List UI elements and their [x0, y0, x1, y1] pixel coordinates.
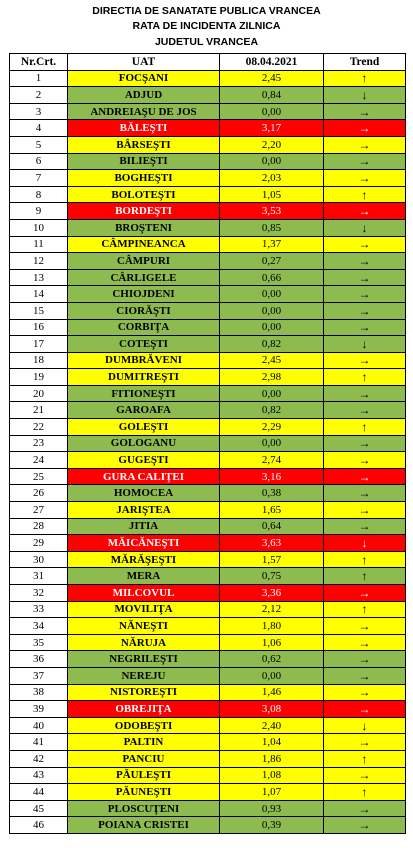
uat-cell: GOLEŞTI	[68, 419, 220, 436]
uat-cell: NĂNEŞTI	[68, 618, 220, 635]
trend-cell: →	[324, 485, 406, 502]
table-row	[10, 684, 406, 701]
table-row	[10, 369, 406, 386]
nr-cell: 25	[10, 468, 68, 485]
report-county: JUDETUL VRANCEA	[154, 36, 259, 48]
table-row	[10, 336, 406, 353]
table-body	[10, 70, 406, 833]
nr-cell: 31	[10, 568, 68, 585]
nr-cell: 17	[10, 336, 68, 353]
uat-cell: ADJUD	[68, 87, 220, 104]
rate-cell: 1,07	[220, 784, 324, 801]
trend-cell: →	[324, 253, 406, 270]
rate-cell: 0,39	[220, 817, 324, 834]
table-row	[10, 120, 406, 137]
nr-cell: 39	[10, 701, 68, 718]
nr-cell: 18	[10, 352, 68, 369]
nr-cell: 35	[10, 634, 68, 651]
trend-cell: →	[324, 651, 406, 668]
rate-cell: 0,38	[220, 485, 324, 502]
trend-cell: →	[324, 800, 406, 817]
trend-cell: →	[324, 585, 406, 602]
rate-cell: 1,04	[220, 734, 324, 751]
uat-cell: ODOBEŞTI	[68, 717, 220, 734]
rate-cell: 3,36	[220, 585, 324, 602]
nr-cell: 32	[10, 585, 68, 602]
rate-cell: 1,46	[220, 684, 324, 701]
table-row	[10, 435, 406, 452]
rate-cell: 2,12	[220, 601, 324, 618]
table-row	[10, 767, 406, 784]
column-header-trend: Trend	[324, 54, 406, 71]
uat-cell: PĂULEŞTI	[68, 767, 220, 784]
nr-cell: 23	[10, 435, 68, 452]
nr-cell: 34	[10, 618, 68, 635]
uat-cell: BORDEŞTI	[68, 203, 220, 220]
rate-cell: 2,40	[220, 717, 324, 734]
nr-cell: 14	[10, 286, 68, 303]
table-row	[10, 70, 406, 87]
nr-cell: 36	[10, 651, 68, 668]
uat-cell: NEGRILEŞTI	[68, 651, 220, 668]
rate-cell: 1,80	[220, 618, 324, 635]
uat-cell: NĂRUJA	[68, 634, 220, 651]
uat-cell: GURA CALIŢEI	[68, 468, 220, 485]
table-row	[10, 468, 406, 485]
trend-cell: →	[324, 502, 406, 519]
uat-cell: PALTIN	[68, 734, 220, 751]
nr-cell: 3	[10, 103, 68, 120]
table-row	[10, 419, 406, 436]
uat-cell: COTEŞTI	[68, 336, 220, 353]
nr-cell: 12	[10, 253, 68, 270]
rate-cell: 2,74	[220, 452, 324, 469]
trend-cell: ↓	[324, 219, 406, 236]
table-row	[10, 153, 406, 170]
table-row	[10, 136, 406, 153]
trend-cell: ↑	[324, 551, 406, 568]
trend-cell: ↓	[324, 717, 406, 734]
trend-cell: →	[324, 767, 406, 784]
rate-cell: 2,45	[220, 70, 324, 87]
table-row	[10, 219, 406, 236]
table-row	[10, 634, 406, 651]
uat-cell: DUMBRĂVENI	[68, 352, 220, 369]
nr-cell: 45	[10, 800, 68, 817]
uat-cell: OBREJIŢA	[68, 701, 220, 718]
uat-cell: CÂMPINEANCA	[68, 236, 220, 253]
nr-cell: 13	[10, 269, 68, 286]
uat-cell: HOMOCEA	[68, 485, 220, 502]
trend-cell: →	[324, 153, 406, 170]
trend-cell: →	[324, 319, 406, 336]
column-header-uat: UAT	[68, 54, 220, 71]
rate-cell: 3,63	[220, 535, 324, 552]
uat-cell: BÂRSEŞTI	[68, 136, 220, 153]
trend-cell: →	[324, 468, 406, 485]
uat-cell: MĂICĂNEŞTI	[68, 535, 220, 552]
trend-cell: →	[324, 302, 406, 319]
rate-cell: 0,00	[220, 286, 324, 303]
nr-cell: 5	[10, 136, 68, 153]
rate-cell: 0,00	[220, 103, 324, 120]
table-row	[10, 385, 406, 402]
nr-cell: 41	[10, 734, 68, 751]
table-row	[10, 651, 406, 668]
uat-cell: POIANA CRISTEI	[68, 817, 220, 834]
table-row	[10, 236, 406, 253]
trend-cell: →	[324, 385, 406, 402]
table-row	[10, 319, 406, 336]
trend-cell: →	[324, 120, 406, 137]
nr-cell: 16	[10, 319, 68, 336]
nr-cell: 29	[10, 535, 68, 552]
nr-cell: 8	[10, 186, 68, 203]
nr-cell: 20	[10, 385, 68, 402]
rate-cell: 0,00	[220, 153, 324, 170]
trend-cell: →	[324, 402, 406, 419]
trend-cell: →	[324, 634, 406, 651]
nr-cell: 22	[10, 419, 68, 436]
rate-cell: 0,64	[220, 518, 324, 535]
uat-cell: FOCŞANI	[68, 70, 220, 87]
trend-cell: →	[324, 352, 406, 369]
nr-cell: 6	[10, 153, 68, 170]
trend-cell: →	[324, 269, 406, 286]
table-row	[10, 518, 406, 535]
nr-cell: 9	[10, 203, 68, 220]
table-row	[10, 103, 406, 120]
trend-cell: →	[324, 518, 406, 535]
table-row	[10, 186, 406, 203]
nr-cell: 43	[10, 767, 68, 784]
rate-cell: 0,84	[220, 87, 324, 104]
uat-cell: MERA	[68, 568, 220, 585]
uat-cell: ANDREIAŞU DE JOS	[68, 103, 220, 120]
trend-cell: ↓	[324, 87, 406, 104]
trend-cell: →	[324, 452, 406, 469]
uat-cell: BOLOTEŞTI	[68, 186, 220, 203]
rate-cell: 0,82	[220, 402, 324, 419]
trend-cell: ↑	[324, 601, 406, 618]
nr-cell: 30	[10, 551, 68, 568]
trend-cell: →	[324, 136, 406, 153]
rate-cell: 0,66	[220, 269, 324, 286]
uat-cell: CORBIŢA	[68, 319, 220, 336]
rate-cell: 3,17	[220, 120, 324, 137]
trend-cell: →	[324, 734, 406, 751]
uat-cell: GUGEŞTI	[68, 452, 220, 469]
uat-cell: MILCOVUL	[68, 585, 220, 602]
nr-cell: 10	[10, 219, 68, 236]
table-row	[10, 87, 406, 104]
nr-cell: 38	[10, 684, 68, 701]
table-row	[10, 784, 406, 801]
rate-cell: 2,45	[220, 352, 324, 369]
uat-cell: GAROAFA	[68, 402, 220, 419]
table-row	[10, 618, 406, 635]
trend-cell: ↓	[324, 336, 406, 353]
table-row	[10, 717, 406, 734]
trend-cell: ↑	[324, 784, 406, 801]
uat-cell: BILIEŞTI	[68, 153, 220, 170]
rate-cell: 0,00	[220, 319, 324, 336]
table-row	[10, 535, 406, 552]
rate-cell: 1,65	[220, 502, 324, 519]
table-row	[10, 402, 406, 419]
uat-cell: CÂRLIGELE	[68, 269, 220, 286]
nr-cell: 44	[10, 784, 68, 801]
column-header-date: 08.04.2021	[220, 54, 324, 71]
uat-cell: PANCIU	[68, 750, 220, 767]
nr-cell: 26	[10, 485, 68, 502]
nr-cell: 15	[10, 302, 68, 319]
table-header-row	[10, 54, 406, 71]
trend-cell: →	[324, 286, 406, 303]
trend-cell: →	[324, 435, 406, 452]
trend-cell: ↑	[324, 750, 406, 767]
nr-cell: 19	[10, 369, 68, 386]
rate-cell: 2,03	[220, 170, 324, 187]
trend-cell: →	[324, 203, 406, 220]
table-row	[10, 269, 406, 286]
table-row	[10, 253, 406, 270]
uat-cell: FITIONEŞTI	[68, 385, 220, 402]
column-header-nr: Nr.Crt.	[10, 54, 68, 71]
uat-cell: CHIOJDENI	[68, 286, 220, 303]
nr-cell: 46	[10, 817, 68, 834]
nr-cell: 1	[10, 70, 68, 87]
nr-cell: 27	[10, 502, 68, 519]
rate-cell: 0,85	[220, 219, 324, 236]
trend-cell: ↑	[324, 186, 406, 203]
rate-cell: 1,57	[220, 551, 324, 568]
uat-cell: GOLOGANU	[68, 435, 220, 452]
trend-cell: →	[324, 618, 406, 635]
rate-cell: 1,86	[220, 750, 324, 767]
nr-cell: 21	[10, 402, 68, 419]
rate-cell: 0,00	[220, 385, 324, 402]
table-row	[10, 750, 406, 767]
table-row	[10, 701, 406, 718]
trend-cell: →	[324, 103, 406, 120]
uat-cell: CÂMPURI	[68, 253, 220, 270]
rate-cell: 2,29	[220, 419, 324, 436]
rate-cell: 1,08	[220, 767, 324, 784]
uat-cell: JITIA	[68, 518, 220, 535]
incidence-table	[9, 53, 406, 834]
rate-cell: 2,20	[220, 136, 324, 153]
uat-cell: JARIŞTEA	[68, 502, 220, 519]
uat-cell: CIORĂŞTI	[68, 302, 220, 319]
nr-cell: 33	[10, 601, 68, 618]
nr-cell: 24	[10, 452, 68, 469]
trend-cell: →	[324, 236, 406, 253]
table-row	[10, 601, 406, 618]
rate-cell: 0,62	[220, 651, 324, 668]
table-row	[10, 286, 406, 303]
table-row	[10, 502, 406, 519]
uat-cell: DUMITREŞTI	[68, 369, 220, 386]
table-row	[10, 452, 406, 469]
trend-cell: →	[324, 817, 406, 834]
nr-cell: 11	[10, 236, 68, 253]
trend-cell: ↓	[324, 535, 406, 552]
rate-cell: 0,93	[220, 800, 324, 817]
uat-cell: BĂLEŞTI	[68, 120, 220, 137]
nr-cell: 37	[10, 667, 68, 684]
nr-cell: 2	[10, 87, 68, 104]
trend-cell: ↑	[324, 369, 406, 386]
uat-cell: PĂUNEŞTI	[68, 784, 220, 801]
uat-cell: BOGHEŞTI	[68, 170, 220, 187]
table-row	[10, 352, 406, 369]
table-row	[10, 302, 406, 319]
trend-cell: →	[324, 701, 406, 718]
nr-cell: 7	[10, 170, 68, 187]
table-row	[10, 817, 406, 834]
uat-cell: NISTOREŞTI	[68, 684, 220, 701]
table-row	[10, 568, 406, 585]
rate-cell: 1,05	[220, 186, 324, 203]
nr-cell: 28	[10, 518, 68, 535]
table-row	[10, 734, 406, 751]
trend-cell: →	[324, 667, 406, 684]
table-row	[10, 203, 406, 220]
rate-cell: 3,16	[220, 468, 324, 485]
rate-cell: 0,00	[220, 667, 324, 684]
nr-cell: 40	[10, 717, 68, 734]
table-row	[10, 800, 406, 817]
trend-cell: ↑	[324, 419, 406, 436]
trend-cell: →	[324, 170, 406, 187]
report-subtitle: RATA DE INCIDENTA ZILNICA	[132, 20, 281, 32]
rate-cell: 3,08	[220, 701, 324, 718]
uat-cell: MOVILIŢA	[68, 601, 220, 618]
uat-cell: NEREJU	[68, 667, 220, 684]
uat-cell: BROŞTENI	[68, 219, 220, 236]
rate-cell: 0,00	[220, 435, 324, 452]
trend-cell: ↑	[324, 568, 406, 585]
rate-cell: 1,06	[220, 634, 324, 651]
rate-cell: 0,75	[220, 568, 324, 585]
table-row	[10, 551, 406, 568]
table-row	[10, 485, 406, 502]
nr-cell: 42	[10, 750, 68, 767]
rate-cell: 0,00	[220, 302, 324, 319]
trend-cell: ↑	[324, 70, 406, 87]
rate-cell: 3,53	[220, 203, 324, 220]
table-row	[10, 667, 406, 684]
nr-cell: 4	[10, 120, 68, 137]
trend-cell: →	[324, 684, 406, 701]
rate-cell: 2,98	[220, 369, 324, 386]
rate-cell: 1,37	[220, 236, 324, 253]
rate-cell: 0,82	[220, 336, 324, 353]
table-row	[10, 170, 406, 187]
uat-cell: PLOSCUŢENI	[68, 800, 220, 817]
rate-cell: 0,27	[220, 253, 324, 270]
uat-cell: MĂRĂŞEŞTI	[68, 551, 220, 568]
table-row	[10, 585, 406, 602]
report-authority-title: DIRECTIA DE SANATATE PUBLICA VRANCEA	[92, 5, 321, 17]
